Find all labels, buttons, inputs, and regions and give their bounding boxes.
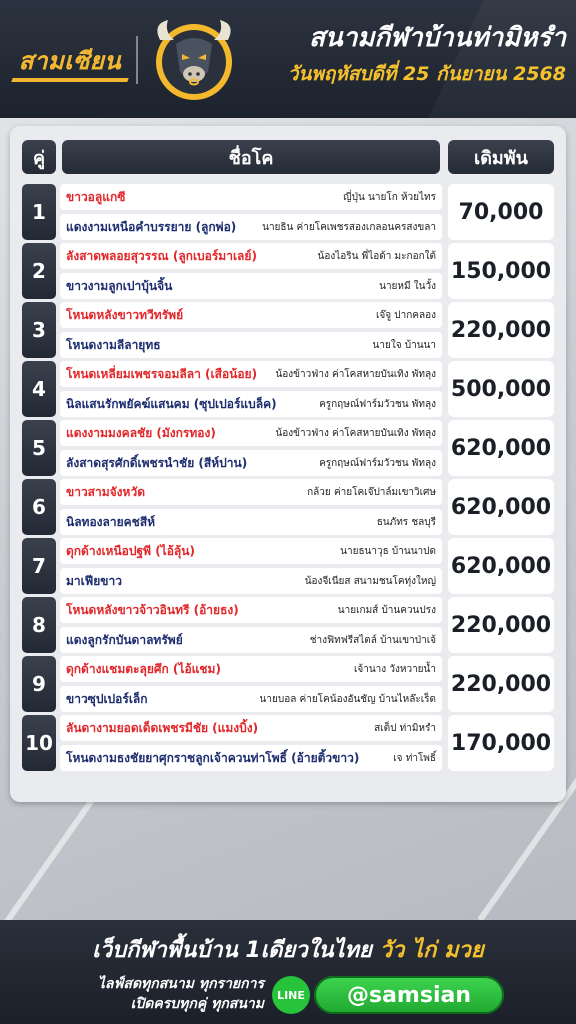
match-row xyxy=(10,243,566,299)
footer-tagline xyxy=(0,932,576,967)
subtext-line-1: ไลฟ์สดทุกสนาม ทุกรายการ xyxy=(97,976,264,992)
fighter-name: โหนดงามธงชัยยาศุกราชลูกเจ้าควนท่าโพธิ์ (อ้ายติ้วขาว) xyxy=(66,750,360,765)
bet-amount: 620,000 xyxy=(448,479,554,535)
fighter-name: ขาวงามลูกเปาบุ้นจิ้น xyxy=(66,278,173,293)
fighter-red-line xyxy=(60,361,442,387)
event-date: วันพฤหัสบดีที่ 25 กันยายน 2568 xyxy=(287,63,566,85)
fighter-blue-line xyxy=(60,214,442,240)
brand-underline xyxy=(11,78,128,82)
fighter-name: นิลทองลายคชสีห์ xyxy=(66,514,156,529)
subtext-line-2: เปิดครบทุกคู่ ทุกสนาม xyxy=(130,996,264,1012)
fighter-name: มาเฟียขาว xyxy=(66,573,122,588)
bet-amount: 220,000 xyxy=(448,302,554,358)
fighter-blue-line xyxy=(60,391,442,417)
fighter-red-line xyxy=(60,597,442,623)
fighter-name: โหนดหลังขาวจ้าวอินทรี (อ้ายธง) xyxy=(66,602,239,617)
fighter-owner: น้องข้าวฟ่าง ค่าโคสหายบันเทิง พัทลุง xyxy=(275,427,436,439)
bet-amount: 150,000 xyxy=(448,243,554,299)
fighter-blue-line xyxy=(60,273,442,299)
fighter-owner: เจ ท่าโพธิ์ xyxy=(393,752,436,764)
fighter-owner: ญี่ปุ่น นายโก ห้วยไทร xyxy=(343,191,436,203)
fighter-name: ลังสาดพลอยสุวรรณ (ลูกเบอร์มาเลย์) xyxy=(66,248,257,263)
fighter-owner: เจ้านาง วังหวายน้ำ xyxy=(353,663,436,675)
fighter-blue-line xyxy=(60,450,442,476)
fighter-name: ขาวสามจังหวัด xyxy=(66,484,145,499)
bet-amount: 220,000 xyxy=(448,656,554,712)
fighters-cell xyxy=(60,420,442,476)
bet-amount: 220,000 xyxy=(448,597,554,653)
fighters-cell xyxy=(60,302,442,358)
match-row xyxy=(10,715,566,771)
fighter-owner: น้องไอริน พี่ไอด้า มะกอกใต้ xyxy=(317,250,436,262)
header-title-block xyxy=(248,18,566,90)
match-row xyxy=(10,361,566,417)
header-divider xyxy=(136,36,138,84)
fighter-name: แดงงามเหนือคำบรรยาย (ลูกพ่อ) xyxy=(66,219,237,234)
line-id-button[interactable]: @samsian xyxy=(314,976,504,1014)
fighter-blue-line xyxy=(60,627,442,653)
fighter-name: แดงงามมงคลชัย (มังกรทอง) xyxy=(66,425,216,440)
fighter-name: นิลแสนรักพยัคฆ์แสนคม (ซุปเปอร์แบล็ค) xyxy=(66,396,277,411)
fighters-cell xyxy=(60,538,442,594)
page-title: สนามกีฬาบ้านท่ามิหรำ xyxy=(309,23,566,53)
tagline-highlight: วัว ไก่ มวย xyxy=(379,938,484,963)
fighter-name: ลังสาดสุรศักดิ์เพชรนำชัย (สีห์ปาน) xyxy=(66,455,248,470)
bet-amount: 620,000 xyxy=(448,538,554,594)
fighter-name: ขาวอลูแกซี xyxy=(66,189,126,204)
fighter-name: โหนดงามลีลายุทธ xyxy=(66,337,161,352)
fighter-owner: เจ๊จู ปากคลอง xyxy=(375,309,436,321)
fighters-cell xyxy=(60,479,442,535)
column-header-bet: เดิมพัน xyxy=(448,140,554,174)
fighters-cell xyxy=(60,243,442,299)
pair-number: 2 xyxy=(22,243,56,299)
brand-name: สามเซียน xyxy=(19,41,121,80)
fighter-owner: นายหมี ในวั้ง xyxy=(379,280,436,292)
fighter-blue-line xyxy=(60,686,442,712)
match-row xyxy=(10,597,566,653)
pair-number: 10 xyxy=(22,715,56,771)
fighter-owner: น้องข้าวฟ่าง ค่าโคสหายบันเทิง พัทลุง xyxy=(275,368,436,380)
fighter-owner: นายธิน ค่ายโคเพชรสองเกลอนครสงขลา xyxy=(262,221,436,233)
fighter-red-line xyxy=(60,302,442,328)
match-row xyxy=(10,538,566,594)
fighter-owner: ครูกฤษณ์ฟาร์มวัวชน พัทลุง xyxy=(319,398,436,410)
pair-number: 7 xyxy=(22,538,56,594)
pair-number: 8 xyxy=(22,597,56,653)
fighters-cell xyxy=(60,597,442,653)
fighters-cell xyxy=(60,361,442,417)
footer-subtext xyxy=(64,974,264,1014)
matches-table xyxy=(10,126,566,802)
fighter-name: ลันดางามยอดเด็ดเพชรมีชัย (แมงบิ้ง) xyxy=(66,720,259,735)
fighter-red-line xyxy=(60,243,442,269)
column-header-pair: คู่ xyxy=(22,140,56,174)
fighters-cell xyxy=(60,715,442,771)
fighter-owner: กล้วย ค่ายโคเจ๊ปาล์มเขาวิเศษ xyxy=(307,486,436,498)
fighter-owner: นายใจ บ้านนา xyxy=(372,339,436,351)
fighter-name: โหนดหลังขาวทวีทรัพย์ xyxy=(66,307,184,322)
bet-amount: 70,000 xyxy=(448,184,554,240)
pair-number: 1 xyxy=(22,184,56,240)
pair-number: 4 xyxy=(22,361,56,417)
tagline-text: เว็บกีฬาพื้นบ้าน 1เดียวในไทย xyxy=(92,938,380,963)
brand-logo xyxy=(8,38,132,82)
pair-number: 9 xyxy=(22,656,56,712)
fighter-owner: ช่างฟิทฟรีสไตล์ บ้านเขาป่าเจ้ xyxy=(309,634,436,646)
fighter-red-line xyxy=(60,656,442,682)
match-row xyxy=(10,184,566,240)
fighter-blue-line xyxy=(60,745,442,771)
match-row xyxy=(10,302,566,358)
fighter-owner: ครูกฤษณ์ฟาร์มวัวชน พัทลุง xyxy=(319,457,436,469)
fighter-owner: ธนภัทร ชลบุรี xyxy=(376,516,436,528)
fighter-blue-line xyxy=(60,509,442,535)
fighter-name: แดงลูกรักบันดาลทรัพย์ xyxy=(66,632,183,647)
column-header-name: ชื่อโค xyxy=(62,140,440,174)
fighters-cell xyxy=(60,184,442,240)
fighter-owner: นายเกมส์ บ้านควนปรง xyxy=(337,604,436,616)
pair-number: 6 xyxy=(22,479,56,535)
fighter-red-line xyxy=(60,715,442,741)
fighter-owner: นายธนาวุธ บ้านนาปด xyxy=(340,545,436,557)
fighter-name: โหนดเหลี่ยมเพชรจอมลีลา (เสือน้อย) xyxy=(66,366,258,381)
match-row xyxy=(10,656,566,712)
fighter-name: ขาวซุปเปอร์เล็ก xyxy=(66,691,148,706)
match-row xyxy=(10,479,566,535)
bet-amount: 620,000 xyxy=(448,420,554,476)
fighter-owner: นายบอล ค่ายโคน้องอันชัญ บ้านไหล๊ะเร็ด xyxy=(259,693,436,705)
fighter-red-line xyxy=(60,479,442,505)
header-banner xyxy=(0,0,576,118)
fighter-name: ดุกด้างแชมตะลุยศึก (ไอ้แชม) xyxy=(66,661,221,676)
fighter-blue-line xyxy=(60,332,442,358)
bet-amount: 500,000 xyxy=(448,361,554,417)
pair-number: 3 xyxy=(22,302,56,358)
fighter-blue-line xyxy=(60,568,442,594)
fighter-red-line xyxy=(60,184,442,210)
match-row xyxy=(10,420,566,476)
bull-mascot-icon xyxy=(146,10,242,106)
bet-amount: 170,000 xyxy=(448,715,554,771)
fighters-cell xyxy=(60,656,442,712)
pair-number: 5 xyxy=(22,420,56,476)
fighter-name: ดุกด้างเหนือปฐพี (ไอ้ลุ้น) xyxy=(66,543,195,558)
fighter-owner: สเต็ป ท่ามิหรำ xyxy=(374,722,436,734)
fighter-red-line xyxy=(60,420,442,446)
footer-banner xyxy=(0,920,576,1024)
line-app-icon[interactable]: LINE xyxy=(272,976,310,1014)
fighter-owner: น้องจีเนียส สนามชนโคทุ่งใหญ่ xyxy=(304,575,436,587)
fighter-red-line xyxy=(60,538,442,564)
